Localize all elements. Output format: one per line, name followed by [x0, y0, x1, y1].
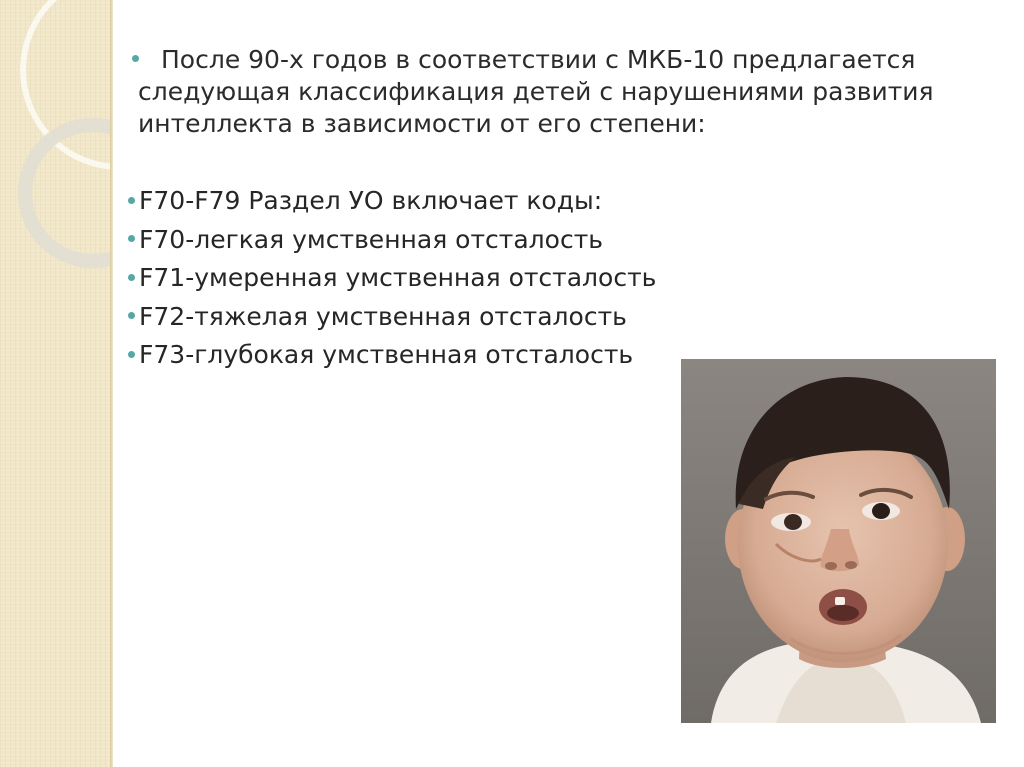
- bullet-icon: [132, 55, 139, 62]
- intro-line-2: следующая классификация детей с нарушениями развития: [138, 77, 934, 106]
- intro-line-1: [132, 44, 972, 76]
- bullet-icon: [128, 312, 135, 319]
- side-strip-edge: [110, 0, 113, 767]
- code-text: F70-легкая умственная отсталость: [139, 224, 603, 254]
- code-text: F70-F79 Раздел УО включает коды:: [139, 186, 603, 215]
- list-item: [128, 298, 688, 337]
- list-item: [128, 221, 688, 260]
- child-portrait-icon: [681, 359, 996, 723]
- classification-code-list: [128, 182, 688, 375]
- list-item: [128, 259, 688, 298]
- list-item: [128, 182, 688, 221]
- code-text: F73-глубокая умственная отсталость: [139, 340, 634, 370]
- bullet-icon: [128, 274, 135, 281]
- intro-text-1: После 90-х годов в соответствии с МКБ-10 предлагается: [161, 45, 916, 74]
- bullet-icon: [128, 235, 135, 242]
- intro-paragraph: [132, 44, 972, 140]
- decorative-rings: [0, 0, 112, 767]
- bullet-icon: [128, 351, 135, 358]
- code-text: F71-умеренная умственная отсталость: [139, 263, 657, 293]
- list-item: [128, 336, 688, 375]
- intro-line-3: интеллекта в зависимости от его степени:: [138, 109, 706, 138]
- decorative-ring-lower: [18, 118, 112, 268]
- code-text: F72-тяжелая умственная отсталость: [139, 301, 627, 331]
- bullet-icon: [128, 197, 135, 204]
- child-portrait-photo: [681, 359, 996, 723]
